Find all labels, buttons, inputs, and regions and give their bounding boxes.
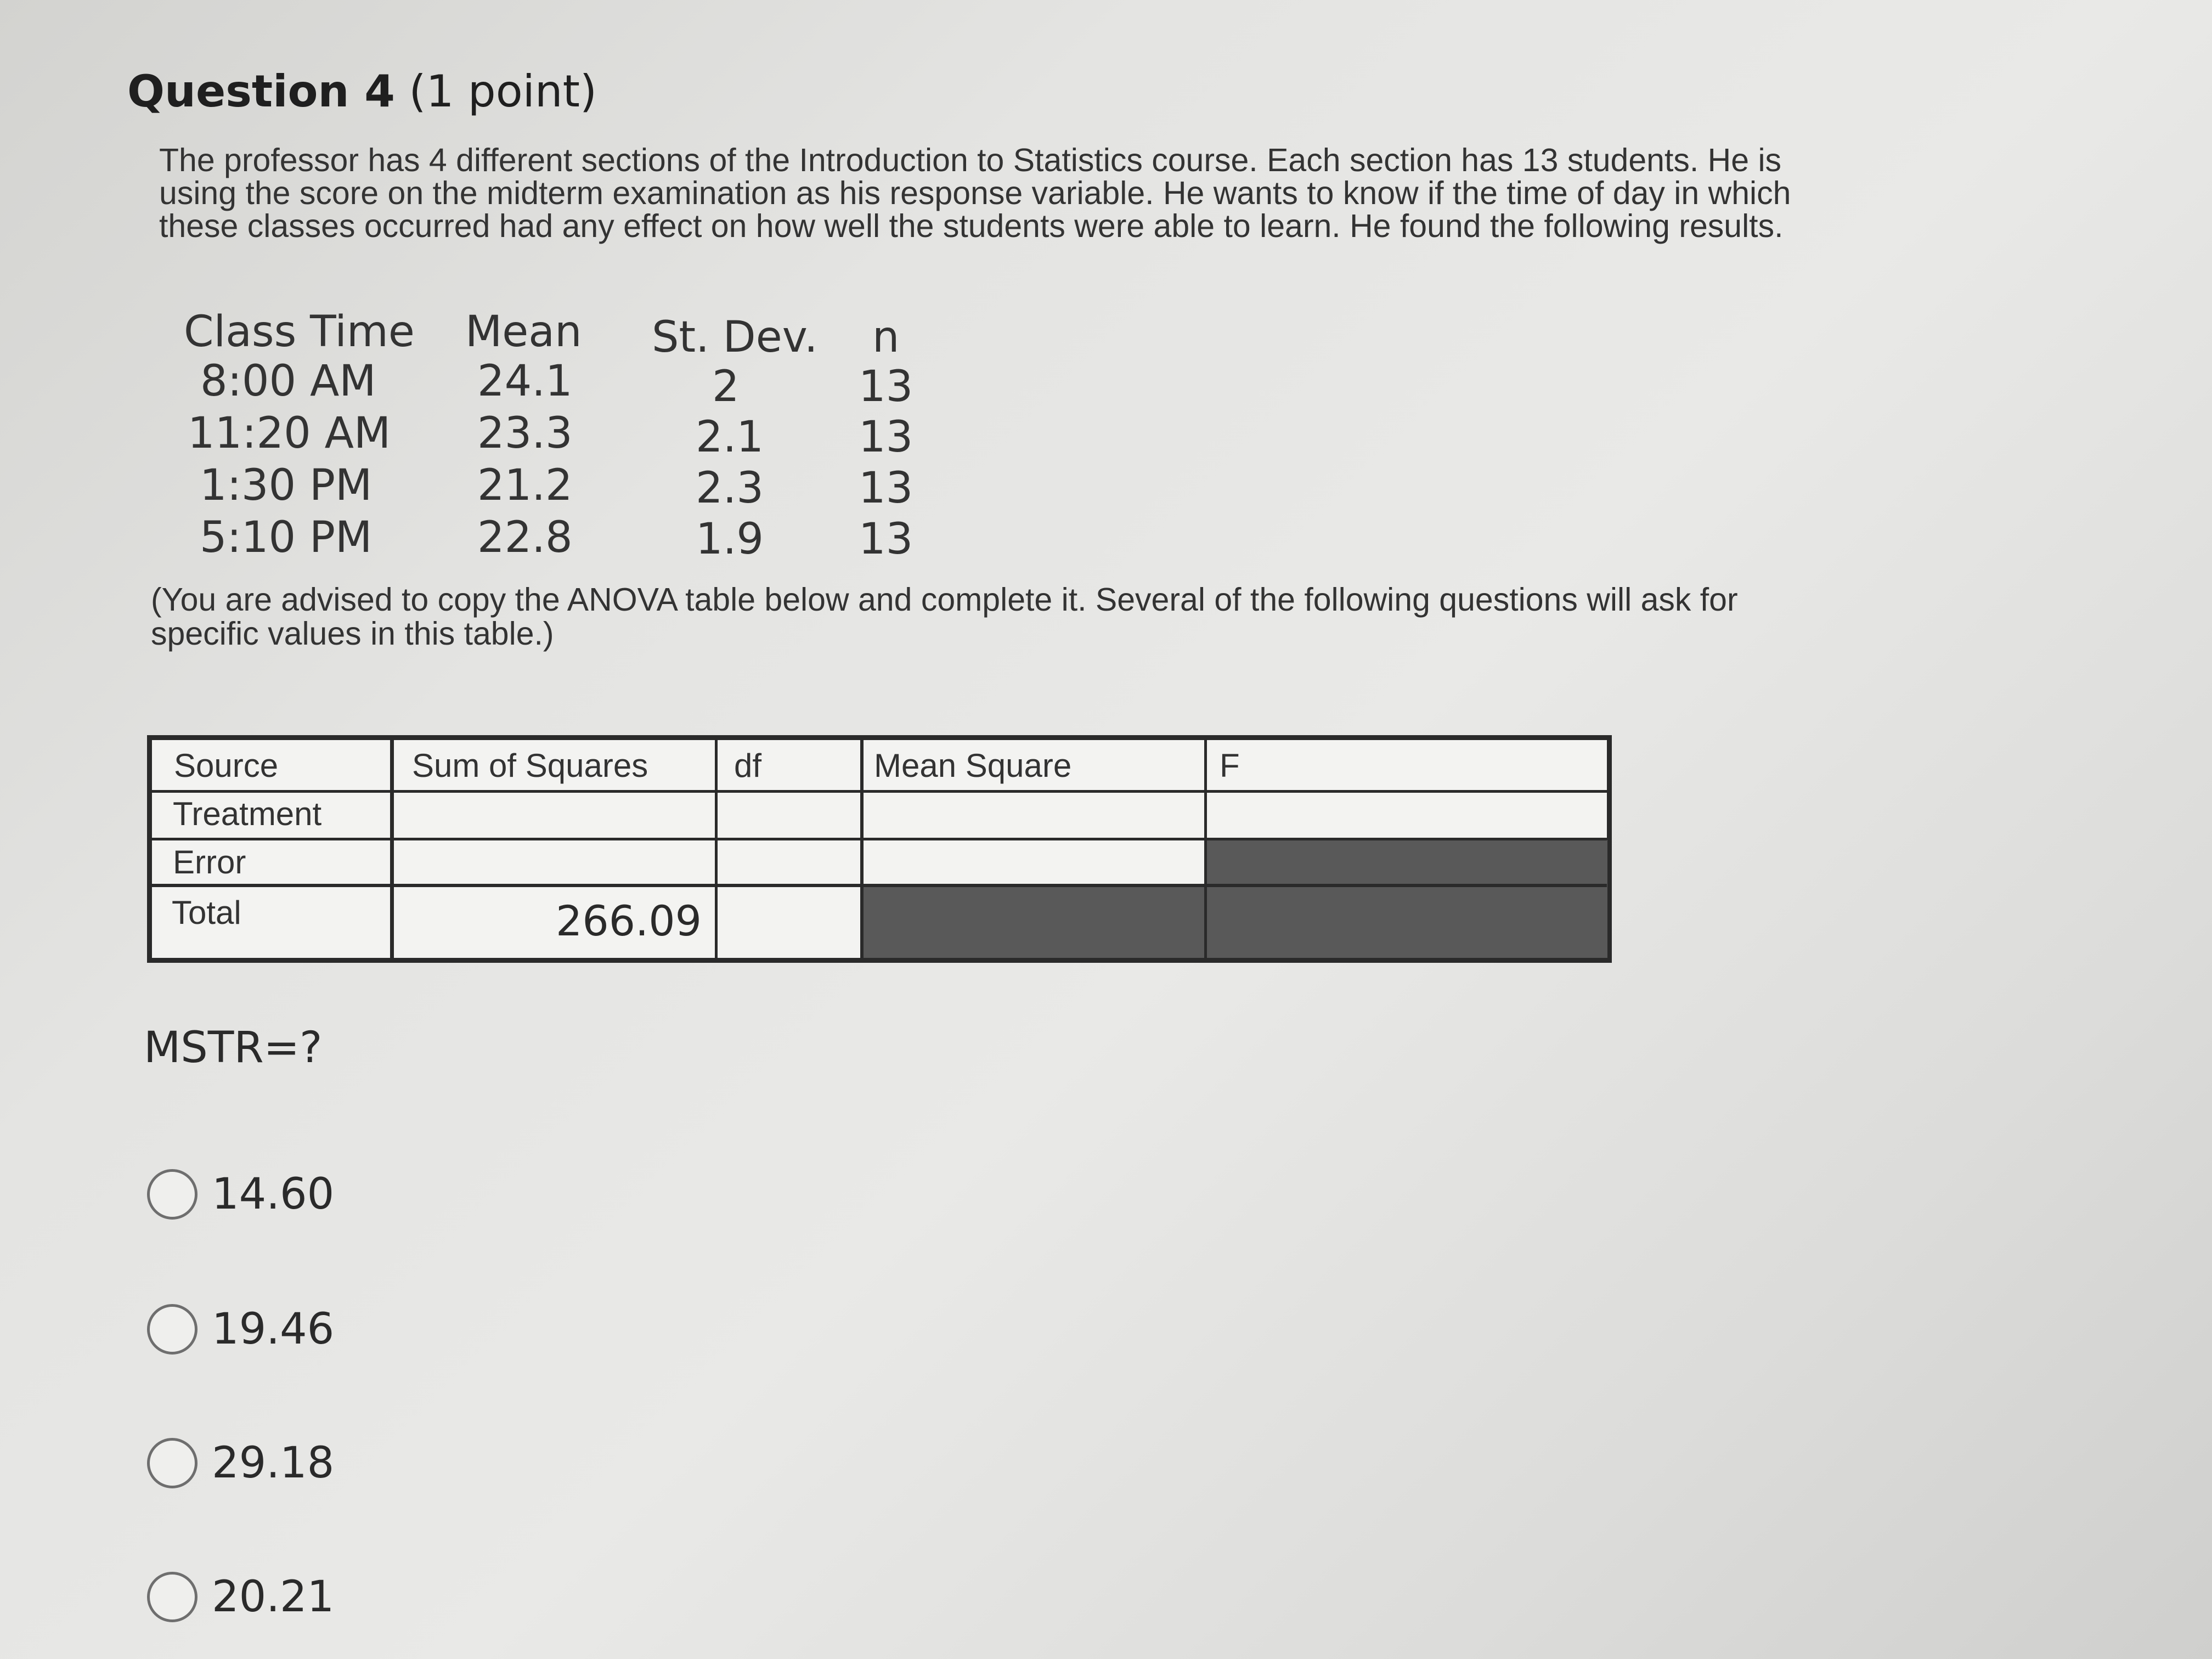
anova-line-3 [152, 884, 1607, 887]
option-2[interactable] [147, 1299, 334, 1359]
anova-vline-3 [860, 740, 864, 958]
question-prompt: The professor has 4 different sections of the Introduction to Statistics course. Each section has 13 students. He is using the score on the midterm examination as his response variable. He wants to know if the time of day in which these classes occurred had any effect on how well the students were able to learn. He found the following results. [159, 142, 1791, 244]
anova-header-df: df [734, 747, 762, 784]
radio-icon[interactable] [147, 1169, 198, 1220]
summary-header-n: n [872, 313, 900, 362]
radio-icon[interactable] [147, 1572, 198, 1622]
radio-icon[interactable] [147, 1304, 198, 1355]
anova-shade-error-f [1205, 840, 1607, 886]
anova-header-ss: Sum of Squares [412, 747, 648, 784]
summary-header-mean: Mean [465, 307, 582, 357]
anova-row-total: Total [172, 894, 241, 931]
summary-row4-n: 13 [859, 515, 913, 564]
summary-row1-n: 13 [859, 362, 913, 411]
anova-table [147, 735, 1612, 963]
summary-row2-sd: 2.1 [696, 413, 764, 462]
summary-row2-mean: 23.3 [477, 409, 573, 458]
radio-icon[interactable] [147, 1438, 198, 1488]
summary-row3-n: 13 [859, 464, 913, 513]
anova-row-treatment: Treatment [173, 795, 322, 832]
option-4-label: 20.21 [212, 1572, 335, 1622]
question-ask: MSTR=? [144, 1023, 323, 1073]
option-4[interactable] [147, 1567, 334, 1627]
summary-row1-time: 8:00 AM [200, 357, 376, 406]
summary-row4-sd: 1.9 [696, 515, 764, 564]
anova-header-source: Source [174, 747, 279, 784]
anova-row-error: Error [173, 844, 246, 881]
anova-header-ms: Mean Square [874, 747, 1072, 784]
anova-shade-total-ms-f [863, 886, 1607, 958]
anova-vline-4 [1204, 740, 1207, 958]
anova-header-f: F [1220, 747, 1240, 784]
summary-row2-time: 11:20 AM [188, 409, 391, 458]
option-1-label: 14.60 [212, 1170, 335, 1219]
option-3[interactable] [147, 1433, 334, 1493]
anova-line-1 [152, 790, 1607, 793]
anova-total-ss: 266.09 [556, 896, 702, 945]
summary-header-st-dev: St. Dev. [652, 313, 818, 362]
summary-row3-time: 1:30 PM [200, 461, 373, 510]
question-points: (1 point) [394, 66, 597, 117]
summary-row2-n: 13 [859, 413, 913, 462]
summary-row1-sd: 2 [712, 362, 740, 411]
summary-row3-mean: 21.2 [477, 461, 573, 510]
option-3-label: 29.18 [212, 1438, 335, 1488]
anova-line-2 [152, 838, 1607, 840]
option-2-label: 19.46 [212, 1305, 335, 1354]
summary-row4-time: 5:10 PM [200, 513, 373, 562]
option-1[interactable] [147, 1164, 334, 1224]
summary-row4-mean: 22.8 [477, 513, 573, 562]
anova-vline-1 [390, 740, 394, 958]
advice-text: (You are advised to copy the ANOVA table below and complete it. Several of the following questions will ask for specific values in this table.) [151, 582, 1738, 652]
summary-row1-mean: 24.1 [477, 357, 573, 406]
question-title [127, 66, 597, 117]
question-number: Question 4 [127, 66, 395, 117]
summary-row3-sd: 2.3 [696, 464, 764, 513]
summary-header-class-time: Class Time [184, 307, 415, 357]
anova-vline-2 [715, 740, 718, 958]
